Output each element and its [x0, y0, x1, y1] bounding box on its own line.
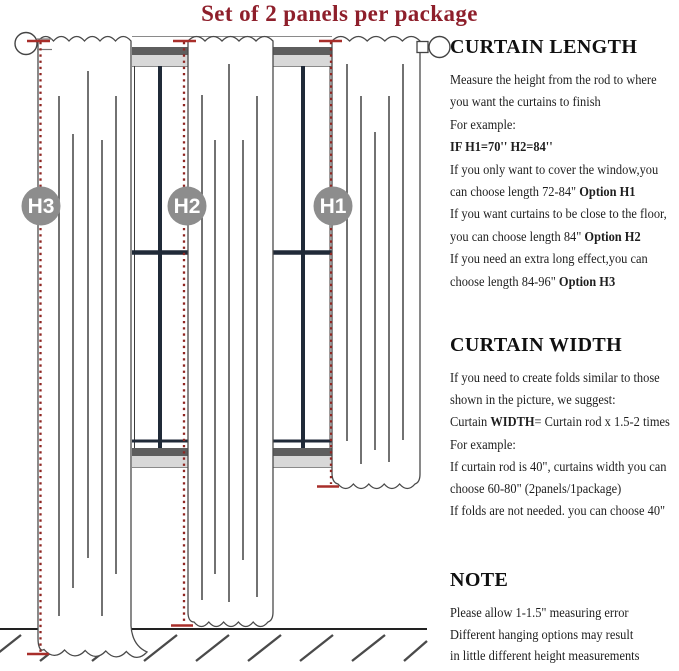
badge-h3-label: H3 — [27, 195, 55, 218]
curtain-panel-h2 — [188, 37, 273, 627]
badge-h2-label: H2 — [173, 195, 201, 218]
badge-h3 — [22, 187, 61, 226]
text-line: If you need to create folds similar to those — [450, 370, 660, 385]
text-line: For example: — [450, 116, 516, 132]
text-line: shown in the picture, we suggest: — [450, 392, 616, 408]
text-line: you want the curtains to finish — [450, 94, 601, 110]
page-title: Set of 2 panels per package — [201, 1, 478, 26]
text-line: in little different height measurements — [450, 648, 640, 663]
text-line: you can choose length 84" Option H2 — [450, 228, 641, 244]
text-line: Curtain WIDTH= Curtain rod x 1.5-2 times — [450, 414, 670, 430]
badge-h1-label: H1 — [319, 195, 347, 218]
curtain-panel-h1 — [332, 37, 420, 489]
section-note — [450, 569, 656, 667]
badge-h2 — [168, 187, 207, 226]
section-heading-curtain-length: CURTAIN LENGTH — [450, 36, 638, 58]
text-line: If you want curtains to be close to the floor, — [450, 206, 667, 222]
text-line: Measure the height from the rod to where — [450, 72, 657, 87]
curtain-panel-h3 — [38, 37, 147, 658]
text-line: If folds are not needed. you can choose 40" — [450, 503, 666, 519]
section-body-curtain-length — [450, 69, 679, 293]
text-line: can choose length 72-84" Option H1 — [450, 184, 636, 200]
section-body-curtain-width — [450, 367, 679, 522]
section-curtain-width — [450, 334, 679, 522]
text-line: If you need an extra long effect,you can — [450, 251, 648, 267]
text-line: Please allow 1-1.5" measuring error — [450, 605, 629, 620]
text-line: If curtain rod is 40", curtains width you can — [450, 458, 667, 474]
text-line: If you only want to cover the window,you — [450, 161, 659, 177]
rod-finial-right — [417, 37, 450, 58]
section-heading-note: NOTE — [450, 569, 509, 591]
text-line: For example: — [450, 436, 516, 452]
badge-h1 — [314, 187, 353, 226]
text-line: choose length 84-96" Option H3 — [450, 273, 616, 289]
text-line: Different hanging options may result — [450, 626, 634, 642]
section-body-note — [450, 602, 656, 667]
section-curtain-length — [450, 36, 679, 293]
text-line: choose 60-80" (2panels/1package) — [450, 481, 622, 497]
text-line: IF H1=70'' H2=84'' — [450, 139, 553, 155]
section-heading-curtain-width: CURTAIN WIDTH — [450, 334, 623, 356]
